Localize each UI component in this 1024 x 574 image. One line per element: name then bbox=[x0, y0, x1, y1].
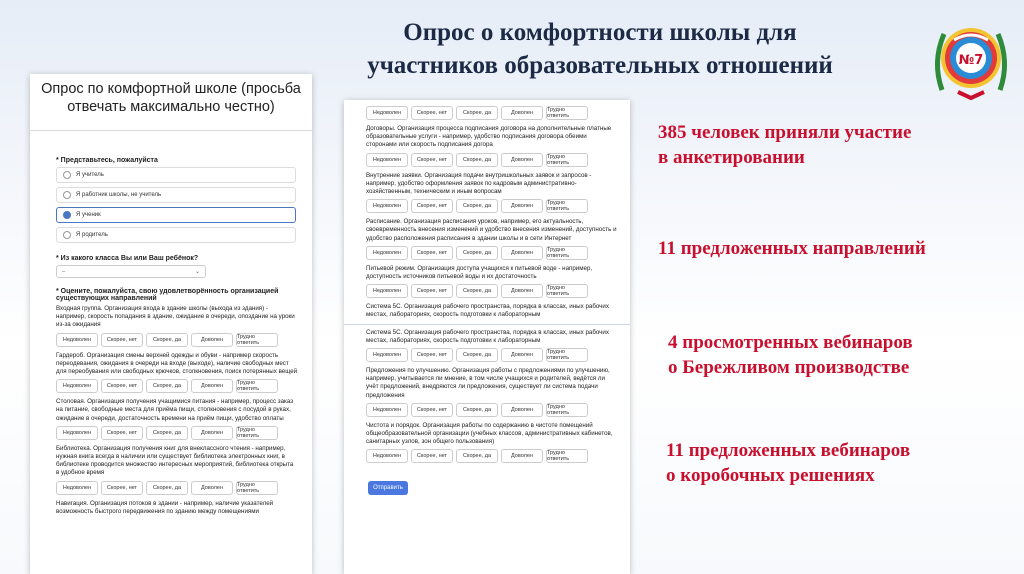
rating-row bbox=[366, 153, 630, 167]
rating-row bbox=[366, 348, 630, 362]
item-entrance: Входная группа. Организация входа в здание школы (выхода из здания) - например, скорость попадания в здание, ожидание в очереди, опоздание на уроки из-за ожидания bbox=[56, 305, 295, 329]
rating-row bbox=[366, 199, 630, 213]
rating-row bbox=[366, 246, 630, 260]
rating-option[interactable]: Недоволен bbox=[366, 449, 408, 463]
stat-participants: 385 человек приняли участие в анкетировании bbox=[658, 122, 912, 168]
item-drinking-water: Питьевой режим. Организация доступа учащихся к питьевой воде - например, доступность источников питьевой воды и их достаточность bbox=[366, 264, 593, 281]
rating-row bbox=[56, 333, 312, 347]
stat-boxed-webinars: 11 предложенных вебинаров о коробочных решениях bbox=[666, 440, 911, 486]
rating-option[interactable]: Трудно ответить bbox=[546, 153, 588, 167]
form-title: Опрос по комфортной школе (просьба отвечать максимально честно) bbox=[30, 74, 312, 131]
rating-option[interactable]: Скорее, нет bbox=[411, 403, 453, 417]
rating-option[interactable]: Скорее, да bbox=[456, 199, 498, 213]
rating-option[interactable]: Доволен bbox=[191, 426, 233, 440]
rating-option[interactable]: Скорее, нет bbox=[411, 449, 453, 463]
radio-icon bbox=[63, 171, 71, 179]
rating-option[interactable]: Доволен bbox=[191, 481, 233, 495]
rating-option[interactable]: Трудно ответить bbox=[546, 199, 588, 213]
rating-option[interactable]: Скорее, да bbox=[146, 379, 188, 393]
rating-row bbox=[366, 449, 630, 463]
option-teacher[interactable]: Я учитель bbox=[56, 167, 296, 183]
rating-option[interactable]: Доволен bbox=[501, 403, 543, 417]
survey-form-left bbox=[30, 74, 312, 574]
question-satisfaction: * Оцените, пожалуйста, свою удовлетворённость организацией существующих направлений bbox=[56, 288, 279, 302]
rating-option[interactable]: Скорее, да bbox=[146, 426, 188, 440]
rating-option[interactable]: Скорее, да bbox=[456, 106, 498, 120]
rating-option[interactable]: Скорее, да bbox=[456, 284, 498, 298]
rating-option[interactable]: Недоволен bbox=[366, 106, 408, 120]
rating-option[interactable]: Трудно ответить bbox=[236, 481, 278, 495]
rating-option[interactable]: Трудно ответить bbox=[546, 246, 588, 260]
radio-checked-icon bbox=[63, 211, 71, 219]
rating-option[interactable]: Трудно ответить bbox=[546, 449, 588, 463]
rating-option[interactable]: Скорее, нет bbox=[411, 153, 453, 167]
submit-button[interactable]: Отправить bbox=[368, 481, 408, 495]
rating-option[interactable]: Трудно ответить bbox=[546, 348, 588, 362]
survey-form-right bbox=[344, 100, 630, 574]
item-internal-requests: Внутренние заявки. Организация подачи внутришкольных заявок и запросов - например, удобство оформления заявок по кадровым административно-хозяйственным, техническим и иным вопросам bbox=[366, 171, 592, 196]
rating-option[interactable]: Скорее, нет bbox=[101, 333, 143, 347]
rating-option[interactable]: Трудно ответить bbox=[236, 379, 278, 393]
rating-option[interactable]: Доволен bbox=[501, 246, 543, 260]
rating-option[interactable]: Скорее, нет bbox=[411, 284, 453, 298]
rating-option[interactable]: Трудно ответить bbox=[546, 106, 588, 120]
rating-option[interactable]: Скорее, нет bbox=[411, 106, 453, 120]
item-cleanliness: Чистота и порядок. Организация работы по содержанию в чистоте помещений общеобразовательной организации (учебных классов, административных кабинетов, санитарных узлов, зон общего пользования) bbox=[366, 421, 613, 446]
stat-directions: 11 предложенных направлений bbox=[658, 238, 926, 259]
rating-row bbox=[366, 403, 630, 417]
item-contracts: Договоры. Организация процесса подписания договора на дополнительные платные образовательные услуги - например, удобство подписания договора обеими сторонами или скорость подписания догора bbox=[366, 125, 612, 149]
rating-option[interactable]: Скорее, да bbox=[456, 153, 498, 167]
rating-option[interactable]: Недоволен bbox=[366, 153, 408, 167]
item-wardrobe: Гардероб. Организация смены верхней одежды и обуви - например скорость переодевания, ожидания в очереди на входе (выходе), наличие свободных мест для переобувания или свободных крючков, столкновения, поиск потерянных вещей bbox=[56, 351, 298, 376]
radio-icon bbox=[63, 231, 71, 239]
question-class: * Из какого класса Вы или Ваш ребёнок? bbox=[56, 255, 199, 262]
item-improvement-proposals: Предложения по улучшению. Организация работы с предложениями по улучшению, например, учитывается ли мнение, в том числе учащихся и родителей, ведётся ли учёт предложений, внедряются ли предложения, существует ли система подачи предложения bbox=[366, 367, 610, 399]
rating-option[interactable]: Скорее, нет bbox=[411, 348, 453, 362]
rating-option[interactable]: Доволен bbox=[501, 106, 543, 120]
rating-option[interactable]: Трудно ответить bbox=[546, 284, 588, 298]
rating-option[interactable]: Доволен bbox=[501, 284, 543, 298]
divider bbox=[344, 324, 630, 325]
rating-option[interactable]: Недоволен bbox=[366, 403, 408, 417]
school-logo-emblem bbox=[928, 12, 1014, 104]
slide-title: Опрос о комфортности школы для участников образовательных отношений bbox=[367, 19, 833, 79]
item-navigation: Навигация. Организация потоков в здании - например, наличие указателей возможность быстрого передвижения по зданию между помещениями bbox=[56, 499, 274, 515]
rating-option[interactable]: Доволен bbox=[191, 333, 233, 347]
rating-row bbox=[56, 481, 312, 495]
rating-option[interactable]: Скорее, да bbox=[456, 348, 498, 362]
rating-option[interactable]: Недоволен bbox=[366, 348, 408, 362]
rating-option[interactable]: Доволен bbox=[501, 449, 543, 463]
rating-option[interactable]: Недоволен bbox=[366, 199, 408, 213]
rating-row bbox=[366, 106, 630, 120]
rating-option[interactable]: Скорее, да bbox=[456, 403, 498, 417]
chevron-down-icon: ⌄ bbox=[194, 269, 200, 275]
question-role: * Представьтесь, пожалуйста bbox=[56, 157, 158, 164]
rating-option[interactable]: Доволен bbox=[501, 199, 543, 213]
rating-option[interactable]: Скорее, да bbox=[146, 481, 188, 495]
rating-row bbox=[56, 426, 312, 440]
item-library: Библиотека. Организация получения книг для внеклассного чтения - например, нужная книга всегда в наличии или существует библиотека электронных книг, в библиотеке проводится множество интересных мероприятий, библиотека открыта в удобное время bbox=[56, 444, 294, 477]
item-canteen: Столовая. Организация получения учащимися питания - например, процесс заказ на питание, свободные места для приёма пищи, столкновения с посудой в руках, ожидание в очереди, достаточность времени на приём пищи, удобство оплаты bbox=[56, 398, 294, 422]
option-parent[interactable]: Я родитель bbox=[56, 227, 296, 243]
rating-option[interactable]: Доволен bbox=[501, 153, 543, 167]
rating-option[interactable]: Скорее, нет bbox=[101, 379, 143, 393]
rating-option[interactable]: Скорее, нет bbox=[101, 481, 143, 495]
rating-option[interactable]: Недоволен bbox=[56, 333, 98, 347]
stat-lean-webinars: 4 просмотренных вебинаров о Бережливом производстве bbox=[668, 332, 913, 378]
rating-option[interactable]: Недоволен bbox=[366, 246, 408, 260]
rating-row bbox=[56, 379, 312, 393]
rating-option[interactable]: Скорее, нет bbox=[411, 246, 453, 260]
rating-option[interactable]: Скорее, нет bbox=[101, 426, 143, 440]
item-5s-system: Система 5С. Организация рабочего пространства, порядка в классах, иных рабочих местах, лабораториях, скорость подготовки к лабораторным bbox=[366, 328, 609, 344]
rating-option[interactable]: Скорее, да bbox=[456, 449, 498, 463]
option-staff[interactable]: Я работник школы, не учитель bbox=[56, 187, 296, 203]
item-schedule: Расписание. Организация расписания уроков, например, его актуальность, своевременность внесения изменений и удобство внесения изменений, доступность и удобство расположения расписания в здании школы и в сети Интернет bbox=[366, 218, 617, 242]
rating-row bbox=[366, 284, 630, 298]
rating-option[interactable]: Скорее, нет bbox=[411, 199, 453, 213]
rating-option[interactable]: Недоволен bbox=[56, 379, 98, 393]
rating-option[interactable]: Трудно ответить bbox=[236, 426, 278, 440]
rating-option[interactable]: Трудно ответить bbox=[236, 333, 278, 347]
rating-option[interactable]: Скорее, да bbox=[456, 246, 498, 260]
option-student[interactable]: Я ученик bbox=[56, 207, 296, 223]
class-select[interactable]: – ⌄ bbox=[56, 265, 206, 278]
rating-option[interactable]: Скорее, да bbox=[146, 333, 188, 347]
rating-option[interactable]: Трудно ответить bbox=[546, 403, 588, 417]
rating-option[interactable]: Недоволен bbox=[56, 426, 98, 440]
rating-option[interactable]: Доволен bbox=[191, 379, 233, 393]
item-5s-system: Система 5С. Организация рабочего пространства, порядка в классах, иных рабочих местах, лабораториях, скорость подготовки к лабораторным bbox=[366, 303, 609, 319]
rating-option[interactable]: Недоволен bbox=[56, 481, 98, 495]
radio-icon bbox=[63, 191, 71, 199]
logo-number: №7 bbox=[958, 53, 984, 68]
rating-option[interactable]: Доволен bbox=[501, 348, 543, 362]
rating-option[interactable]: Недоволен bbox=[366, 284, 408, 298]
